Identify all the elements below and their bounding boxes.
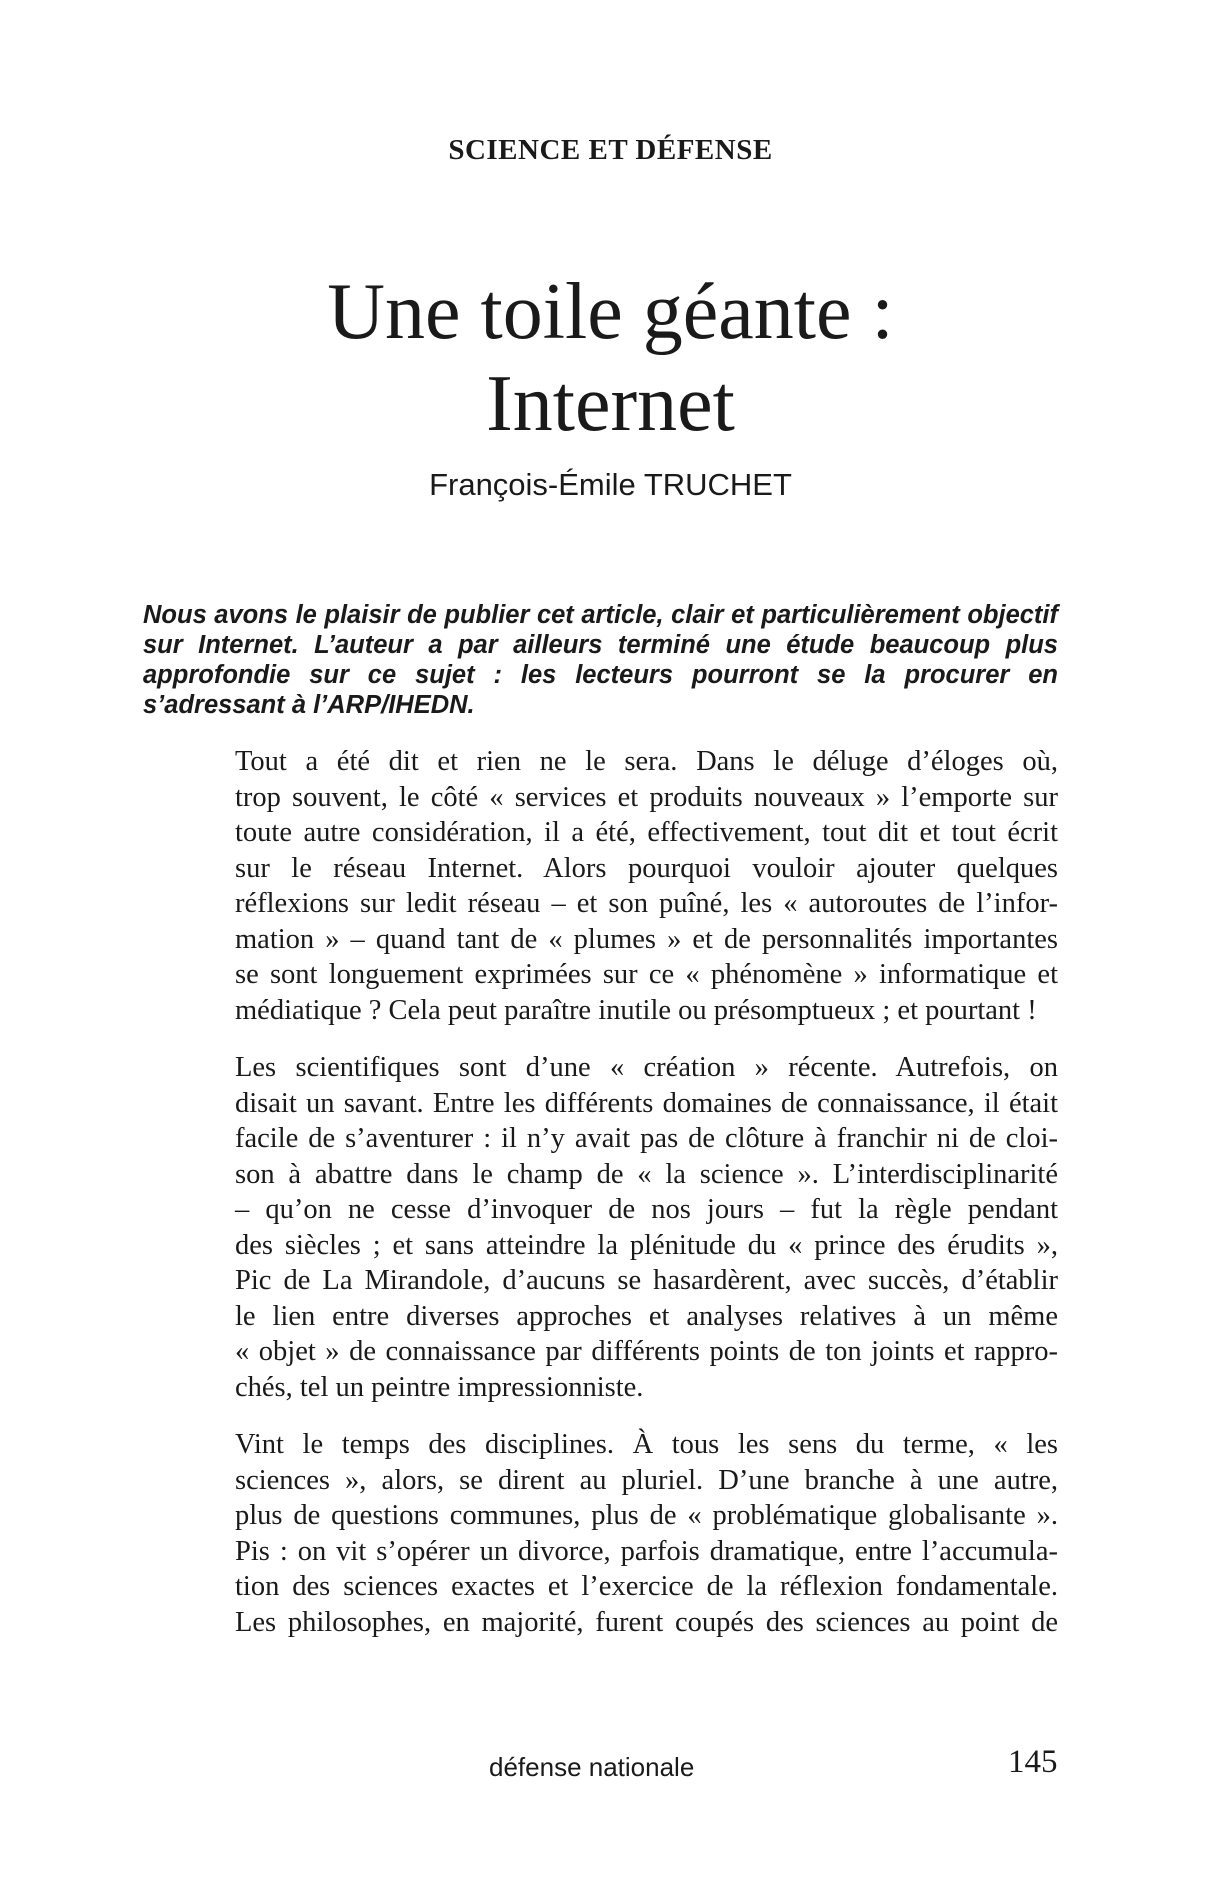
- text-line: des siècles ; et sans atteindre la plénitude du « prince des érudits »,: [235, 1229, 1058, 1261]
- text-line: réflexions sur ledit réseau – et son puîné, les « autoroutes de l’infor-: [235, 888, 1058, 919]
- text-line: se sont longuement exprimées sur ce « phénomène » informatique et: [235, 959, 1058, 990]
- text-line: tion des sciences exactes et l’exercice de la réflexion fondamentale.: [235, 1571, 1058, 1602]
- text-line: disait un savant. Entre les différents domaines de connaissance, il était: [235, 1087, 1058, 1119]
- text-line: Vint le temps des disciplines. À tous les sens du terme, « les: [235, 1429, 1058, 1460]
- text-line: – qu’on ne cesse d’invoquer de nos jours – fut la règle pendant: [235, 1194, 1058, 1225]
- text-line: Pic de La Mirandole, d’aucuns se hasardèrent, avec succès, d’établir: [235, 1265, 1058, 1296]
- text-line: mation » – quand tant de « plumes » et de personnalités importantes: [235, 923, 1058, 955]
- article-title: [0, 266, 1221, 450]
- article-title-line-1: Une toile géante :: [327, 268, 894, 356]
- text-line: « objet » de connaissance par différents points de ton joints et rappro-: [235, 1336, 1058, 1367]
- text-line: Tout a été dit et rien ne le sera. Dans le déluge d’éloges où,: [235, 746, 1058, 777]
- journal-name: défense nationale: [489, 1752, 695, 1782]
- text-line: Les scientifiques sont d’une « création » récente. Autrefois, on: [235, 1052, 1058, 1083]
- page-number: 145: [1008, 1744, 1058, 1780]
- text-line: sur le réseau Internet. Alors pourquoi vouloir ajouter quelques: [235, 852, 1058, 884]
- editorial-intro: Nous avons le plaisir de publier cet article, clair et particulièrement objectif sur Internet. L’auteur a par ailleurs terminé une étude beaucoup plus approfondie sur ce sujet : les lecteurs pourront se la procurer en s’adressant à l’ARP/IHEDN.: [143, 601, 1058, 719]
- text-line: Pis : on vit s’opérer un divorce, parfois dramatique, entre l’accumula-: [235, 1535, 1058, 1567]
- text-line: chés, tel un peintre impressionniste.: [235, 1371, 644, 1403]
- article-body: [143, 744, 1058, 1662]
- text-line: facile de s’aventurer : il n’y avait pas de clôture à franchir ni de cloi-: [235, 1123, 1058, 1154]
- section-heading: SCIENCE ET DÉFENSE: [448, 134, 773, 166]
- text-line: Les philosophes, en majorité, furent coupés des sciences au point de: [235, 1606, 1058, 1638]
- text-line: médiatique ? Cela peut paraître inutile ou présomptueux ; et pourtant !: [235, 994, 1037, 1026]
- text-line: toute autre considération, il a été, effectivement, tout dit et tout écrit: [235, 817, 1058, 848]
- body-paragraph: [143, 744, 1058, 1028]
- text-line: le lien entre diverses approches et analyses relatives à un même: [235, 1300, 1058, 1332]
- body-paragraph: [143, 1427, 1058, 1640]
- text-line: trop souvent, le côté « services et produits nouveaux » l’emporte sur: [235, 781, 1058, 813]
- text-line: plus de questions communes, plus de « problématique globalisante ».: [235, 1500, 1058, 1531]
- body-paragraph: [143, 1050, 1058, 1405]
- article-title-line-2: Internet: [486, 360, 735, 448]
- text-line: sciences », alors, se dirent au pluriel. D’une branche à une autre,: [235, 1464, 1058, 1496]
- text-line: son à abattre dans le champ de « la science ». L’interdisciplinarité: [235, 1158, 1058, 1190]
- article-author: François-Émile TRUCHET: [429, 467, 792, 502]
